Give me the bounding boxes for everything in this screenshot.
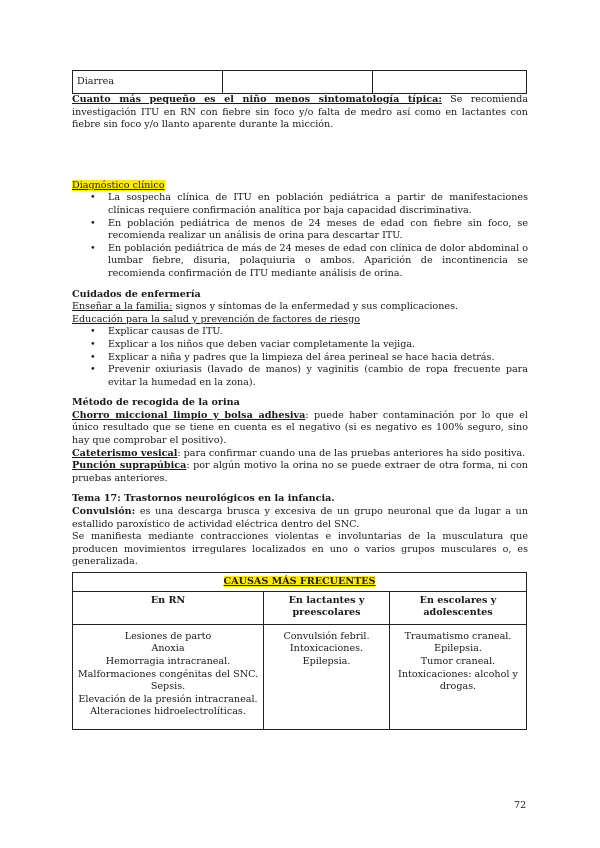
- convulsion-label: Convulsión:: [72, 506, 136, 518]
- metodo-text: : puede haber contaminación por lo que el único resultado que se tiene en cuenta es el negativo (si es negativo es 100% seguro, sino hay que comprobar el positivo).: [72, 409, 528, 447]
- list-item: • Explicar causas de ITU.: [108, 326, 528, 339]
- cause-item: Alteraciones hidroelectrolíticas.: [90, 706, 246, 718]
- metodo-label: Cateterismo vesical: [72, 447, 178, 459]
- diagnostico-heading-line: [72, 180, 528, 193]
- intro-text: Se recomienda investigación ITU en RN con fiebre sin foco y/o falta de medro así como en lactantes con fiebre sin foco y/o llanto aparente durante la micción.: [72, 94, 528, 131]
- metodo-label: Chorro miccional limpio y bolsa adhesiva: [72, 409, 306, 421]
- cause-item: Intoxicaciones.: [289, 643, 364, 655]
- list-item: • Explicar a los niños que deben vaciar completamente la vejiga.: [108, 339, 528, 352]
- cause-item: Elevación de la presión intracraneal.: [78, 693, 258, 705]
- causas-rn-cell: [73, 624, 264, 729]
- list-item: • En población pediátrica de más de 24 meses de edad con clínica de dolor abdominal o lumbar fiebre, disuria, polaquiuria o ambos. Aparición de incontinencia se recomienda confirmación de ITU mediante análisis de orina.: [108, 243, 528, 281]
- manifiesta-paragraph: Se manifiesta mediante contracciones violentas e involuntarias de la musculatura que producen movimientos irregulares localizados en uno o varios grupos musculares o, es generalizada.: [72, 531, 528, 568]
- metodo-item: [72, 448, 528, 461]
- causas-title: CAUSAS MÁS FRECUENTES: [223, 576, 376, 587]
- list-item: • Explicar a niña y padres que la limpieza del área perineal se hace hacia detrás.: [108, 352, 528, 365]
- list-item: • En población pediátrica de menos de 24 meses de edad con fiebre sin foco, se recomienda realizar un análisis de orina para descartar ITU.: [108, 218, 528, 243]
- diagnostico-heading: Diagnóstico clínico: [72, 179, 165, 191]
- convulsion-text: es una descarga brusca y excesiva de un grupo neuronal que da lugar a un estallido paroxístico de actividad eléctrica dentro del SNC.: [72, 506, 528, 530]
- cuidados-heading: Cuidados de enfermería: [72, 288, 201, 300]
- cuidados-list: [72, 326, 528, 389]
- document-page: [72, 70, 528, 730]
- causas-body-row: [73, 624, 527, 729]
- column-header: En RN: [73, 591, 264, 624]
- column-header: En lactantes y preescolares: [264, 591, 390, 624]
- familia-text: signos y síntomas de la enfermedad y sus complicaciones.: [172, 301, 459, 313]
- educacion-heading: Educación para la salud y prevención de factores de riesgo: [72, 313, 361, 325]
- familia-label: Enseñar a la familia:: [72, 301, 173, 313]
- table-cell: [373, 71, 527, 94]
- convulsion-paragraph: [72, 506, 528, 531]
- cause-item: Intoxicaciones: alcohol y drogas.: [398, 668, 518, 693]
- causas-title-cell: [73, 573, 527, 592]
- intro-lead: Cuanto más pequeño es el niño menos sintomatología típica:: [72, 94, 442, 105]
- causas-escolares-cell: [390, 624, 527, 729]
- metodo-heading: Método de recogida de la orina: [72, 397, 240, 409]
- list-item: • La sospecha clínica de ITU en población pediátrica a partir de manifestaciones clínicas requiere confirmación analítica por baja capacidad discriminativa.: [108, 192, 528, 217]
- cause-item: Tumor craneal.: [420, 655, 496, 667]
- list-item: • Prevenir oxiuriasis (lavado de manos) y vaginitis (cambio de ropa frecuente para evitar la humedad en la zona).: [108, 364, 528, 389]
- cause-item: Convulsión febril.: [283, 630, 370, 642]
- causas-header-row: [73, 591, 527, 624]
- cause-item: Traumatismo craneal.: [404, 630, 512, 642]
- metodo-text: : por algún motivo la orina no se puede extraer de otra forma, ni con pruebas anteriores.: [72, 460, 528, 484]
- causas-lactantes-cell: [264, 624, 390, 729]
- tema-heading: Tema 17: Trastornos neurológicos en la infancia.: [72, 493, 335, 505]
- metodo-item: [72, 460, 528, 485]
- metodo-label: Punción suprapúbica: [72, 460, 187, 472]
- cause-item: Anoxia: [151, 643, 185, 655]
- cause-item: Lesiones de parto: [124, 630, 212, 642]
- cause-item: Malformaciones congénitas del SNC.: [77, 668, 259, 680]
- table-cell: [223, 71, 373, 94]
- metodo-item: [72, 410, 528, 448]
- symptom-table-fragment: [72, 70, 527, 94]
- column-header: En escolares y adolescentes: [390, 591, 527, 624]
- familia-line: [72, 301, 528, 314]
- cause-item: Epilepsia.: [434, 643, 482, 655]
- table-row: [73, 71, 527, 94]
- table-cell: Diarrea: [73, 71, 223, 94]
- causas-table: [72, 572, 527, 730]
- page-number: 72: [514, 800, 527, 811]
- cause-item: Sepsis.: [150, 681, 186, 693]
- diagnostico-list: [72, 192, 528, 280]
- intro-paragraph: [72, 94, 528, 132]
- metodo-text: : para confirmar cuando una de las pruebas anteriores ha sido positiva.: [177, 447, 526, 459]
- cause-item: Hemorragia intracraneal.: [105, 655, 231, 667]
- cause-item: Epilepsia.: [302, 655, 351, 667]
